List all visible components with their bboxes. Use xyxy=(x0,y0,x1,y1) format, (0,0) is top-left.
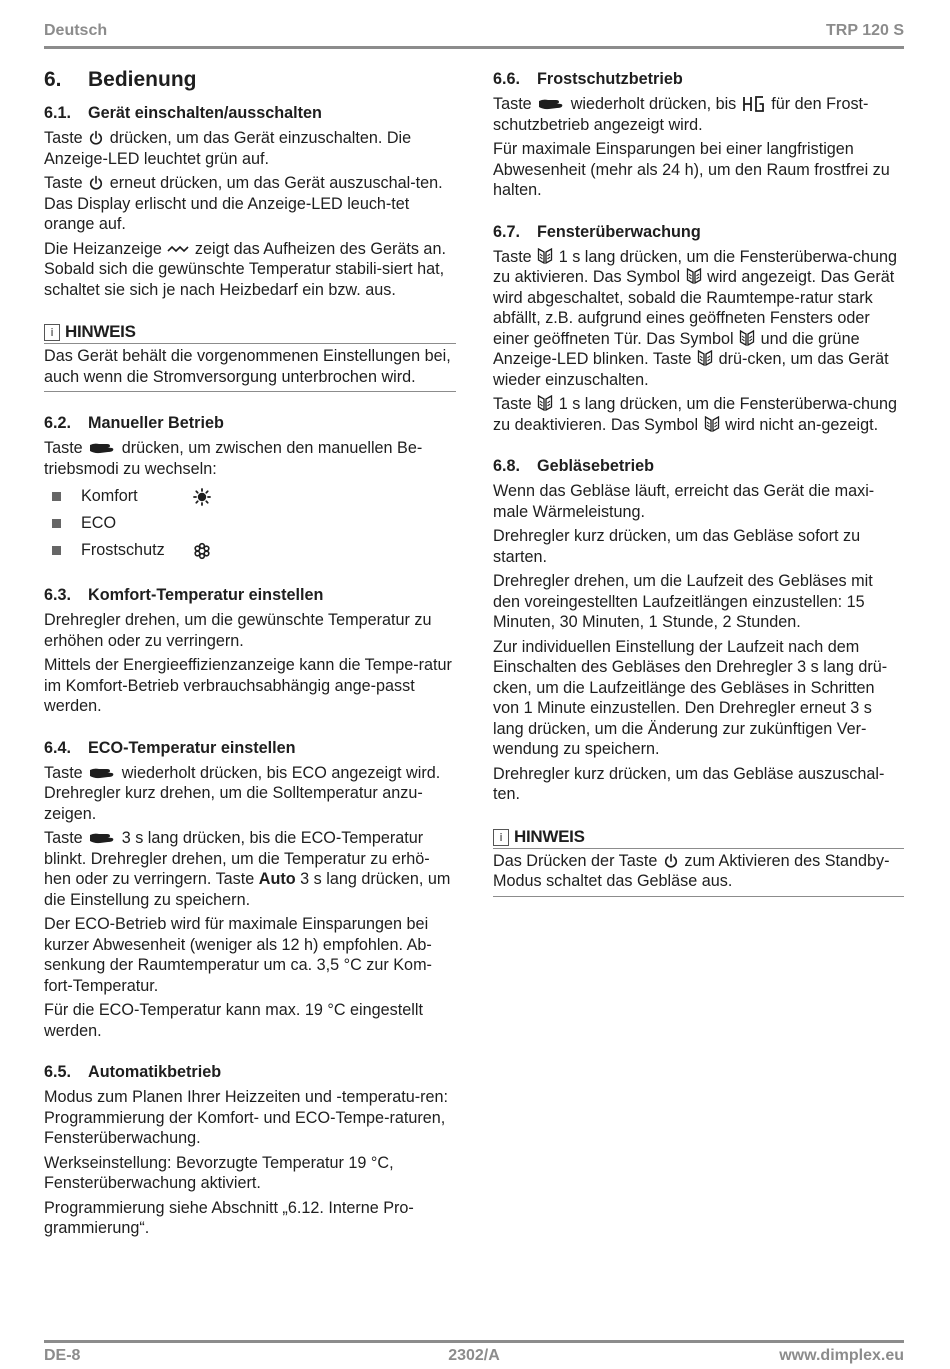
note-body xyxy=(44,344,456,392)
section-number: 6.4. xyxy=(44,738,72,757)
auto-key-label: Auto xyxy=(258,870,296,888)
window-icon xyxy=(697,349,713,367)
page-header xyxy=(44,22,904,42)
section-title: Gebläsebetrieb xyxy=(537,457,654,475)
hand-button-icon xyxy=(88,440,116,456)
note-body xyxy=(493,849,904,897)
section-title: ECO-Temperatur einstellen xyxy=(88,738,296,757)
chapter-number: 6. xyxy=(44,68,62,91)
mode-list xyxy=(44,483,456,564)
footer-url: www.dimplex.eu xyxy=(779,1347,904,1364)
chapter-title: Bedienung xyxy=(88,68,197,91)
paragraph: Werkseinstellung: Bevorzugte Temperatur 19 °C, Fensterüberwachung aktiviert. xyxy=(44,1153,394,1192)
list-item xyxy=(44,510,456,537)
note-title: HINWEIS xyxy=(514,826,585,846)
paragraph: Modus zum Planen Ihrer Heizzeiten und -temperatu-ren: Programmierung der Komfort- und ECO-Tempe-raturen, Fensterüberwachung. xyxy=(44,1088,448,1147)
note-box xyxy=(493,827,904,897)
heating-indicator-icon xyxy=(167,244,189,254)
section-title: Komfort-Temperatur einstellen xyxy=(88,586,324,604)
hand-button-icon xyxy=(537,96,565,112)
power-icon xyxy=(663,853,679,869)
moon-icon xyxy=(193,515,211,533)
section-title: Automatikbetrieb xyxy=(88,1063,222,1081)
chapter-heading xyxy=(44,68,456,92)
mode-label: Frostschutz xyxy=(81,541,165,559)
bullet xyxy=(52,546,61,555)
window-icon xyxy=(686,267,702,285)
power-icon xyxy=(88,130,104,146)
paragraph: Programmierung siehe Abschnitt „6.12. Interne Pro-grammierung“. xyxy=(44,1198,414,1237)
note-text: Das Gerät behält die vorgenommenen Einstellungen bei, auch wenn die Stromversorgung unterbrochen wird. xyxy=(44,347,451,386)
section-title: Fensterüberwachung xyxy=(537,222,701,241)
window-icon xyxy=(537,247,553,265)
bullet xyxy=(52,519,61,528)
note-title: HINWEIS xyxy=(65,322,136,341)
left-column xyxy=(44,68,456,1261)
paragraph: Der ECO-Betrieb wird für maximale Einsparungen bei kurzer Abwesenheit (weniger als 12 h) empfohlen. Ab-senkung der Raumtemperatur um ca. 3,5 °C zur Kom-fort-Temperatur. xyxy=(44,915,432,995)
section-number: 6.6. xyxy=(493,70,521,88)
section-title: Gerät einschalten/ausschalten xyxy=(88,104,322,122)
note-text: Das Drücken der Taste zum Aktivieren des Standby-Modus schaltet das Gebläse aus. xyxy=(493,851,890,890)
section-number: 6.7. xyxy=(493,222,521,241)
window-icon xyxy=(739,329,755,347)
right-column xyxy=(493,70,904,919)
header-model: TRP 120 S xyxy=(826,22,904,39)
section-heading xyxy=(44,1063,456,1082)
paragraph: Drehregler drehen, um die Laufzeit des Gebläses mit den voreingestellten Laufzeitlängen einzustellen: 15 Minuten, 30 Minuten, 1 Stunde, 2 Stunden. xyxy=(493,572,873,631)
section-6-5 xyxy=(44,1063,456,1239)
section-heading xyxy=(44,586,456,605)
section-number: 6.5. xyxy=(44,1063,72,1081)
section-heading xyxy=(493,457,904,476)
section-heading xyxy=(44,739,456,758)
page-footer xyxy=(44,1347,904,1367)
note-box xyxy=(44,322,456,392)
hand-button-icon xyxy=(88,830,116,846)
hg-display-icon xyxy=(742,96,766,112)
section-6-4 xyxy=(44,739,456,1042)
footer-code: 2302/A xyxy=(448,1347,500,1364)
window-icon xyxy=(537,394,553,412)
section-heading xyxy=(493,223,904,242)
header-divider xyxy=(44,46,904,49)
paragraph: Taste wiederholt drücken, bis ECO angezeigt wird. Drehregler kurz drehen, um die Solltemperatur anzu-zeigen. xyxy=(44,763,441,823)
power-icon xyxy=(88,175,104,191)
section-6-1 xyxy=(44,104,456,300)
list-item xyxy=(44,483,456,510)
section-6-8 xyxy=(493,457,904,805)
paragraph: Für die ECO-Temperatur kann max. 19 °C eingestellt werden. xyxy=(44,1001,423,1040)
paragraph: Wenn das Gebläse läuft, erreicht das Gerät die maxi-male Wärmeleistung. xyxy=(493,482,875,521)
footer-page-number: DE-8 xyxy=(44,1347,81,1364)
paragraph: Drehregler kurz drücken, um das Gebläse sofort zu starten. xyxy=(493,527,861,566)
section-6-6 xyxy=(493,70,904,201)
list-item xyxy=(44,537,456,564)
paragraph: Mittels der Energieeffizienzanzeige kann die Tempe-ratur im Komfort-Betrieb verbrauchsabhängig ange-passt werden. xyxy=(44,656,452,715)
section-number: 6.2. xyxy=(44,414,72,432)
paragraph: Taste 1 s lang drücken, um die Fensterüberwa-chung zu aktivieren. Das Symbol wird angezeigt. Das Gerät wird abgeschaltet, sobald die Raumtempe-ratur stark abfällt, z.B. aufgrund eines geöffneten Fensters oder einer geöffneten Tür. Das Symbol und die grüne Anzeige-LED blinken. Taste drü-cken, um das Gerät wieder einzuschalten. xyxy=(493,247,898,389)
section-6-3 xyxy=(44,586,456,717)
paragraph: Taste erneut drücken, um das Gerät auszuschal-ten. Das Display erlischt und die Anzeige-LED leuch-tet orange auf. xyxy=(44,174,443,233)
paragraph: Drehregler drehen, um die gewünschte Temperatur zu erhöhen oder zu verringern. xyxy=(44,611,432,650)
frost-icon xyxy=(193,542,211,560)
info-icon: i xyxy=(44,324,60,341)
bullet xyxy=(52,492,61,501)
section-6-7 xyxy=(493,223,904,436)
paragraph: Für maximale Einsparungen bei einer langfristigen Abwesenheit (mehr als 24 h), um den Raum frostfrei zu halten. xyxy=(493,140,890,199)
paragraph: Taste drücken, um das Gerät einzuschalten. Die Anzeige-LED leuchtet grün auf. xyxy=(44,129,412,168)
paragraph: Taste drücken, um zwischen den manuellen Be-triebsmodi zu wechseln: xyxy=(44,439,423,478)
section-number: 6.1. xyxy=(44,104,72,122)
section-heading xyxy=(493,70,904,89)
paragraph: Die Heizanzeige zeigt das Aufheizen des Geräts an. Sobald sich die gewünschte Temperatur stabili-siert hat, schaltet sie sich je nach Heizbedarf ein bzw. aus. xyxy=(44,239,446,299)
paragraph: Drehregler kurz drücken, um das Gebläse auszuschal-ten. xyxy=(493,764,885,803)
section-number: 6.3. xyxy=(44,586,72,604)
header-language: Deutsch xyxy=(44,22,108,39)
section-number: 6.8. xyxy=(493,457,521,475)
window-icon xyxy=(704,415,720,433)
note-header xyxy=(44,322,456,344)
section-6-2 xyxy=(44,414,456,564)
section-title: Frostschutzbetrieb xyxy=(537,70,683,88)
mode-label: ECO xyxy=(81,514,117,532)
paragraph: Zur individuellen Einstellung der Laufzeit nach dem Einschalten des Gebläses den Drehregler 3 s lang drü-cken, um die Laufzeitlänge des Gebläses in Schritten von 1 Minute einzustellen. Den Drehregler erneut 3 s lang drücken, um die Änderung zur zukünftigen Ver-wendung zu speichern. xyxy=(493,637,888,758)
mode-label: Komfort xyxy=(81,487,138,505)
hand-button-icon xyxy=(88,765,116,781)
section-heading xyxy=(44,414,456,433)
section-heading xyxy=(44,104,456,123)
paragraph: Taste 3 s lang drücken, bis die ECO-Temperatur blinkt. Drehregler drehen, um die Temperatur zu erhö-hen oder zu verringern. Taste Auto 3 s lang drücken, um die Einstellung zu speichern. xyxy=(44,829,451,909)
info-icon: i xyxy=(493,829,509,846)
paragraph: Taste wiederholt drücken, bis für den Frost-schutzbetrieb angezeigt wird. xyxy=(493,95,869,134)
paragraph: Taste 1 s lang drücken, um die Fensterüberwa-chung zu deaktivieren. Das Symbol wird nicht an-gezeigt. xyxy=(493,395,898,434)
sun-icon xyxy=(193,488,211,506)
note-header xyxy=(493,827,904,849)
section-title: Manueller Betrieb xyxy=(88,414,224,432)
footer-divider xyxy=(44,1340,904,1343)
